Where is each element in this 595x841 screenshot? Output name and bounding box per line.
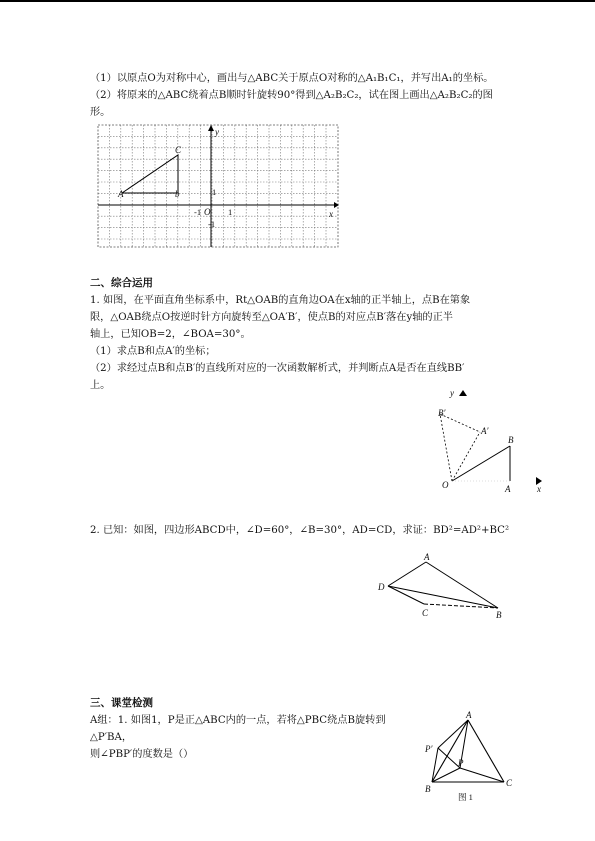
segment-d-a (388, 562, 426, 586)
problem-1-line-2: 限，△OAB绕点O按逆时针方向旋转至△OA′B′，使点B的对应点B′落在y轴的正半 (90, 312, 453, 323)
label-aprime: A′ (481, 426, 489, 436)
equilateral-triangle-figure (420, 712, 520, 804)
segment-d-c (388, 586, 424, 604)
label-b: B (496, 610, 502, 620)
rotation-figure (430, 386, 550, 496)
grid-lines (98, 125, 338, 247)
question-1-text: （1）以原点O为对称中心，画出与△ABC关于原点O对称的△A₁B₁C₁，并写出A₁的坐标。 (90, 73, 494, 84)
y-axis-arrow (208, 125, 214, 131)
label-a: A (505, 484, 511, 494)
problem-1-line-3: 轴上，已知OB=2，∠BOA=30°。 (90, 329, 251, 340)
label-a: A (424, 552, 430, 562)
label-b: b (175, 189, 180, 199)
label-y-axis: y (215, 127, 219, 137)
segment-o-b (452, 446, 510, 481)
question-2-text: （2）将原来的△ABC绕着点B顺时针旋转90°得到△A₂B₂C₂，试在图上画出△A₂B₂C₂的图 (90, 90, 493, 101)
equilateral-svg (420, 712, 520, 804)
problem-2-text: 2. 已知：如图，四边形ABCD中，∠D=60°，∠B=30°，AD=CD，求证：BD²=AD²+BC² (90, 525, 510, 536)
label-x-axis: x (329, 209, 333, 219)
label-d: D (378, 582, 385, 592)
page-top-rule (0, 0, 595, 2)
label-x-one: 1 (228, 207, 233, 217)
figure-caption: 图 1 (458, 792, 473, 802)
label-c: C (175, 145, 182, 155)
quadrilateral-svg (372, 552, 512, 622)
check-problem-line-1: A组：1. 如图1，P是正△ABC内的一点，若将△PBC绕点B旋转到 (90, 715, 386, 726)
label-b: B (508, 435, 514, 445)
label-p: P (458, 758, 464, 768)
label-b: B (425, 784, 431, 794)
rotation-svg (430, 386, 550, 496)
check-problem-line-2: △P′BA， (90, 732, 133, 743)
label-a: A (466, 710, 472, 720)
label-origin: O (204, 207, 211, 217)
section-3-heading: 三、课堂检测 (90, 697, 153, 709)
label-pprime: P′ (425, 744, 433, 754)
label-c: C (506, 778, 513, 788)
segment-bprime-aprime (440, 414, 480, 432)
triangle-abc (122, 155, 178, 193)
label-x-neg-one: -1 (194, 207, 202, 217)
label-y-one: 1 (212, 187, 217, 197)
problem-1-question-2: （2）求经过点B和点B′的直线所对应的一次函数解析式，并判断点A是否在直线BB′ (90, 363, 465, 374)
y-arrow (459, 390, 467, 396)
quadrilateral-figure (372, 552, 512, 622)
grid-svg (98, 125, 338, 250)
grid-border (98, 125, 338, 247)
label-bprime: B′ (438, 408, 446, 418)
label-x: x (537, 484, 541, 494)
problem-1-question-1: （1）求点B和点A′的坐标； (90, 346, 216, 357)
problem-1-line-1: 1. 如图，在平面直角坐标系中，Rt△OAB的直角边OA在x轴的正半轴上，点B在第象 (90, 295, 471, 306)
problem-1-question-2-cont: 上。 (90, 380, 111, 391)
label-c: C (422, 608, 429, 618)
segment-o-aprime (452, 432, 480, 481)
segment-o-bprime (440, 414, 452, 481)
label-a: A (118, 189, 124, 199)
section-2-heading: 二、综合运用 (90, 277, 153, 289)
check-problem-line-3: 则∠PBP′的度数是（） (90, 749, 194, 760)
grid-coordinate-figure (98, 125, 338, 250)
question-2-text-cont: 形。 (90, 107, 111, 118)
label-y-neg-one: -1 (208, 219, 216, 229)
label-y: y (450, 388, 454, 398)
label-o: O (442, 480, 449, 490)
segment-pprime-a (438, 720, 468, 748)
